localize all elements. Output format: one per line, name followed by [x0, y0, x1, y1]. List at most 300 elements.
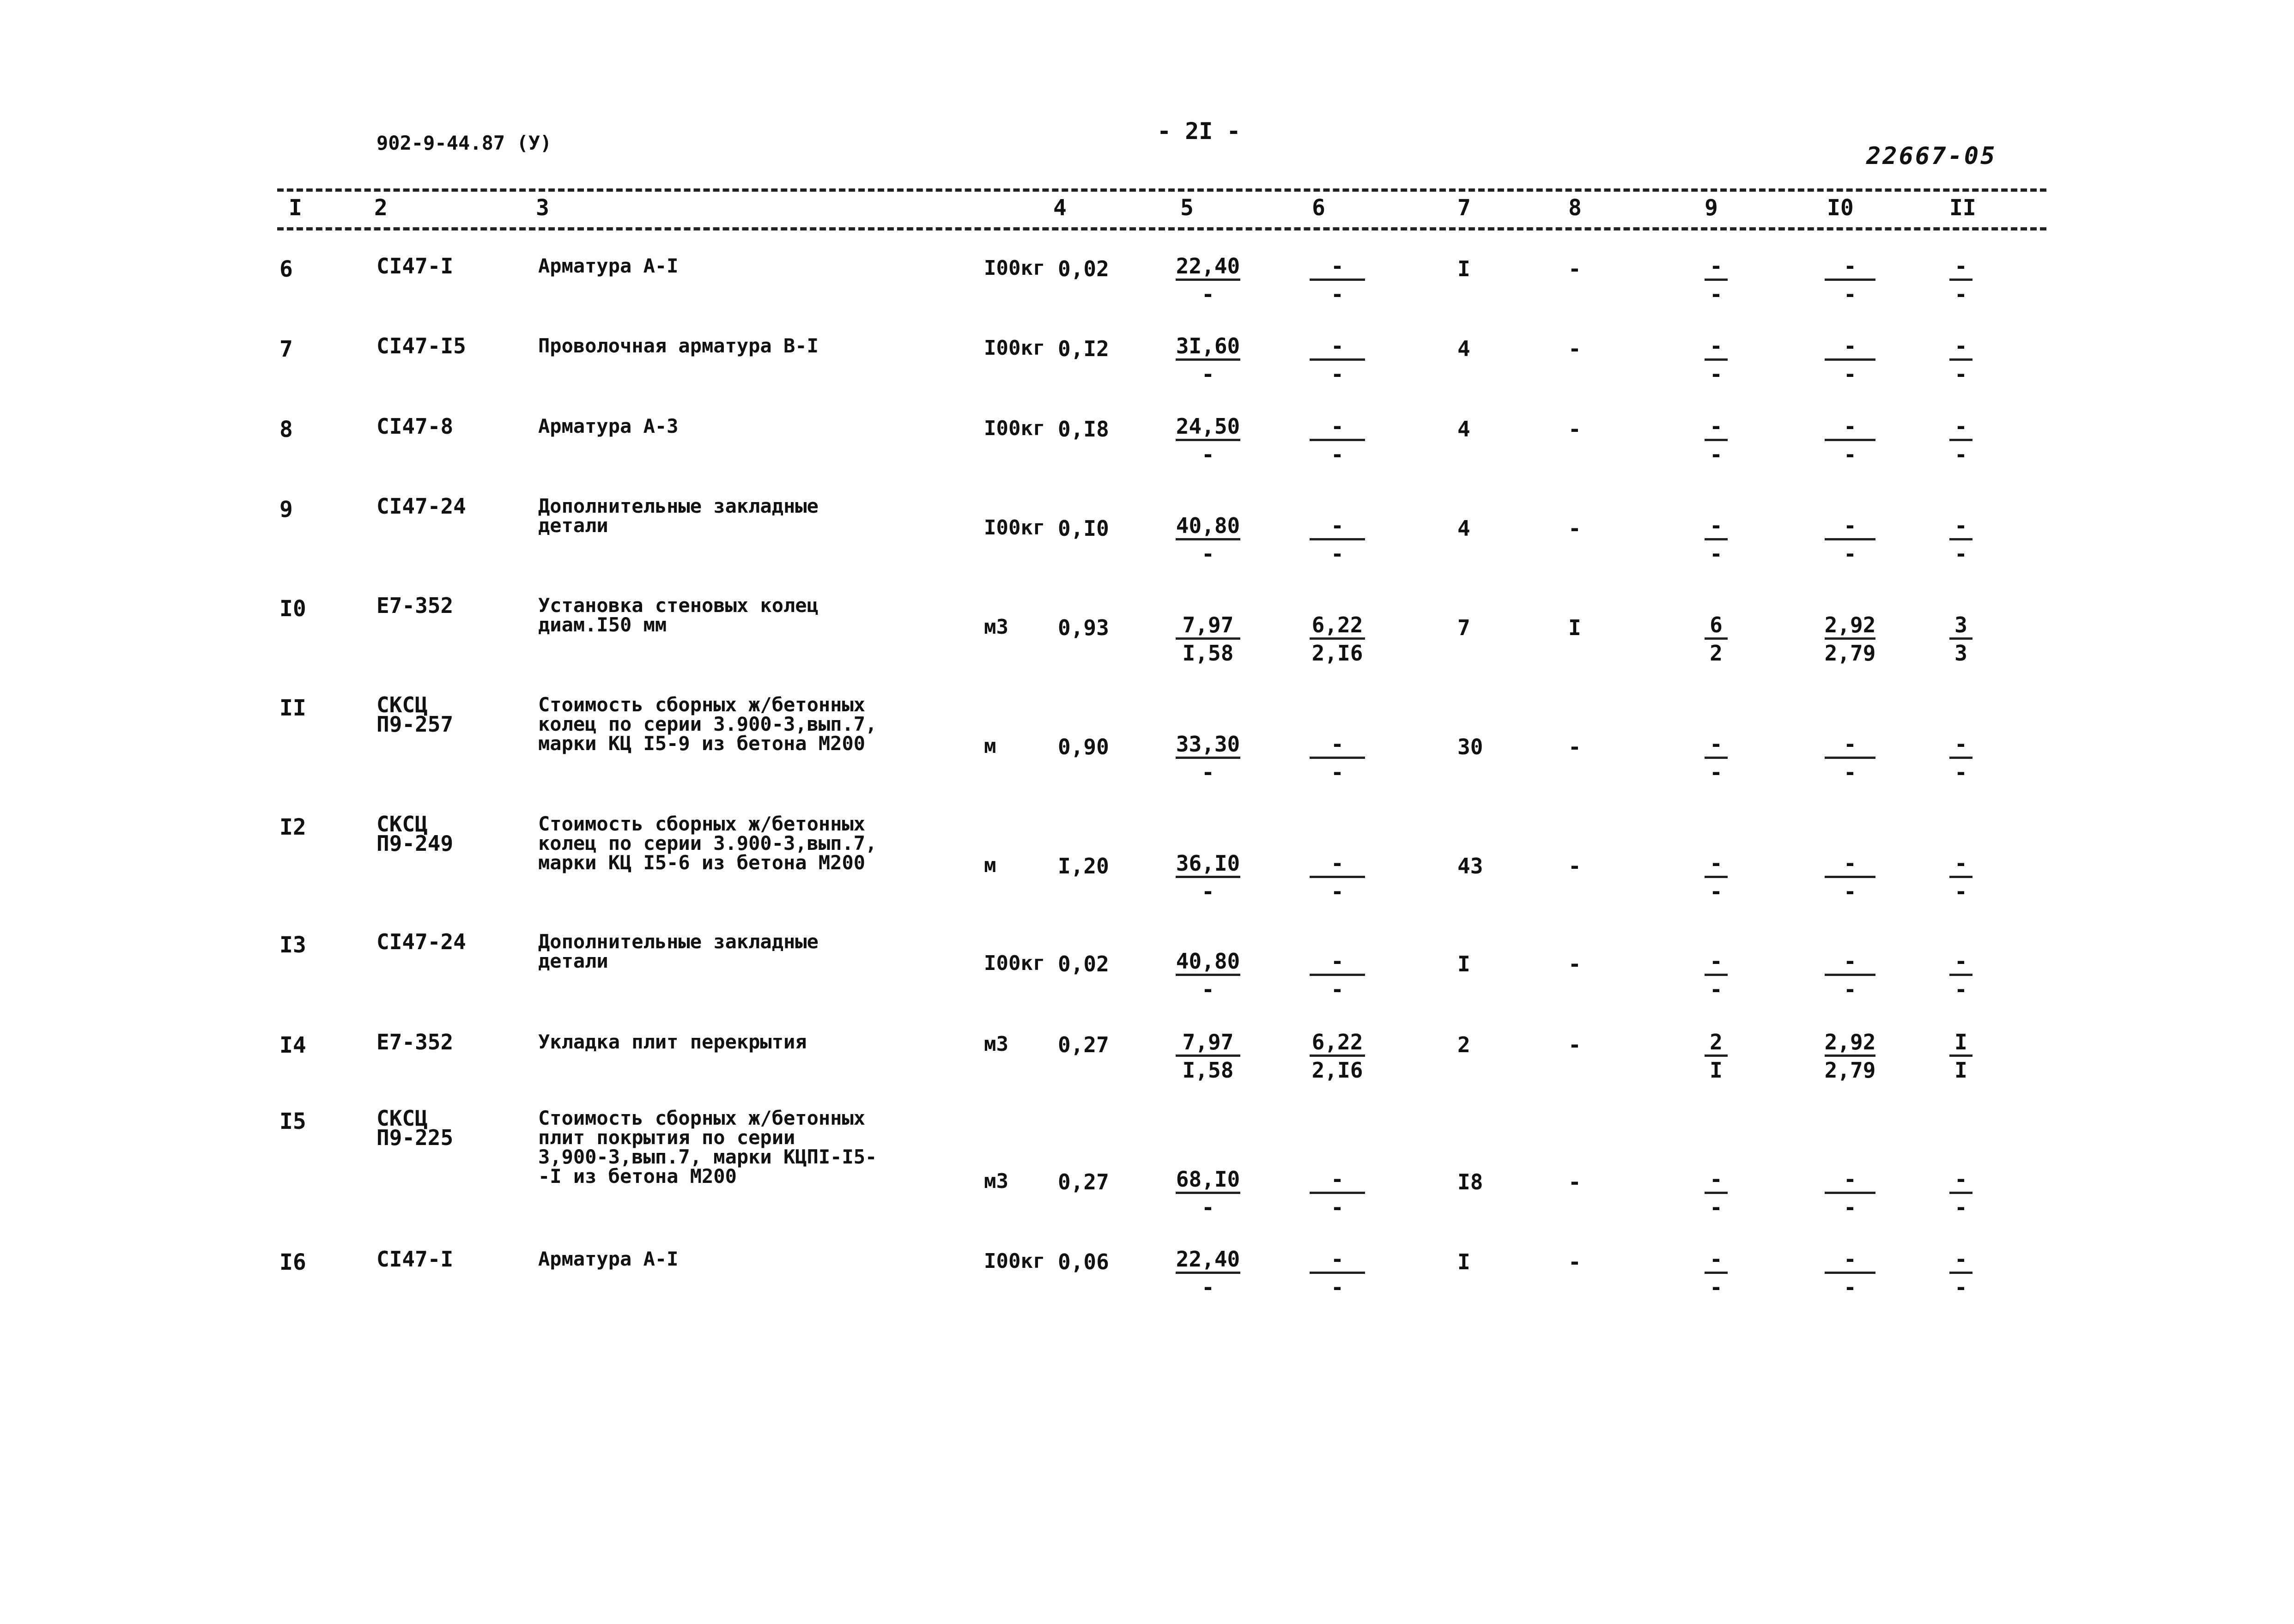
fraction-denominator: 2: [1710, 641, 1723, 666]
fraction-bar: [1176, 439, 1240, 441]
fraction-c11: [1949, 1031, 1972, 1081]
fraction-bar: [1825, 637, 1875, 640]
fraction-numerator: 7,97: [1182, 612, 1234, 637]
unit-of-measure: м3: [984, 1032, 1008, 1056]
price-code: [376, 254, 454, 279]
fraction-denominator: -: [1844, 879, 1857, 904]
fraction-bar: [1310, 1272, 1365, 1274]
unit-of-measure: I00кг: [984, 516, 1045, 539]
labor-value: I: [1457, 256, 1470, 281]
fraction-denominator: -: [1202, 760, 1214, 785]
fraction-c11: [1949, 951, 1972, 1000]
fraction-bar: [1825, 439, 1875, 441]
fraction-denominator: -: [1710, 442, 1723, 467]
fraction-numerator: -: [1844, 414, 1857, 439]
fraction-bar: [1310, 358, 1365, 361]
quantity: 0,93: [1058, 615, 1109, 640]
fraction-c10: [1825, 335, 1875, 385]
column-header-5: 5: [1180, 195, 1194, 221]
fraction-denominator: -: [1954, 282, 1967, 307]
fraction-denominator: -: [1844, 760, 1857, 785]
fraction-bar: [1949, 974, 1972, 976]
work-name-line: диам.I50 мм: [538, 613, 667, 636]
fraction-c9: [1705, 1248, 1728, 1298]
fraction-bar: [1705, 279, 1728, 281]
fraction-denominator: 2,79: [1824, 1058, 1876, 1083]
row-number: 8: [279, 417, 293, 442]
fraction-c10: [1825, 515, 1875, 564]
fraction-bar: [1310, 1054, 1365, 1057]
fraction-numerator: 36,I0: [1176, 851, 1240, 876]
row-number: 7: [279, 336, 293, 362]
fraction-numerator: 6,22: [1311, 1030, 1363, 1054]
machine-value: -: [1568, 951, 1581, 976]
fraction-numerator: -: [1844, 851, 1857, 876]
unit-of-measure: I00кг: [984, 951, 1045, 975]
fraction-denominator: -: [1844, 442, 1857, 467]
fraction-bar: [1176, 538, 1240, 540]
fraction-numerator: 22,40: [1176, 1247, 1240, 1272]
page-number: - 2I -: [1157, 118, 1241, 145]
row-number: I0: [279, 596, 306, 622]
fraction-numerator: 6: [1710, 612, 1723, 637]
fraction-denominator: -: [1844, 1275, 1857, 1300]
fraction-numerator: -: [1710, 949, 1723, 974]
quantity: 0,27: [1058, 1170, 1109, 1194]
fraction-bar: [1705, 974, 1728, 976]
column-header-2: 2: [374, 195, 388, 221]
fraction-numerator: -: [1710, 333, 1723, 358]
fraction-denominator: -: [1844, 1195, 1857, 1220]
fraction-c6: [1310, 1248, 1365, 1298]
fraction-denominator: -: [1954, 977, 1967, 1002]
fraction-numerator: -: [1954, 333, 1967, 358]
fraction-bar: [1705, 1272, 1728, 1274]
fraction-denominator: -: [1710, 760, 1723, 785]
column-header-6: 6: [1312, 195, 1325, 221]
fraction-numerator: -: [1331, 732, 1344, 757]
fraction-c11: [1949, 853, 1972, 902]
machine-value: -: [1568, 336, 1581, 361]
fraction-denominator: -: [1710, 1195, 1723, 1220]
fraction-bar: [1176, 358, 1240, 361]
fraction-numerator: -: [1844, 513, 1857, 538]
fraction-bar: [1705, 1192, 1728, 1194]
fraction-denominator: -: [1844, 362, 1857, 387]
quantity: 0,90: [1058, 734, 1109, 759]
work-name-line: марки КЦ I5-6 из бетона М200: [538, 851, 866, 874]
machine-value: -: [1568, 854, 1581, 879]
fraction-denominator: -: [1710, 282, 1723, 307]
fraction-c9: [1705, 416, 1728, 465]
fraction-c10: [1825, 1248, 1875, 1298]
fraction-bar: [1825, 1054, 1875, 1057]
fraction-bar: [1310, 538, 1365, 540]
fraction-bar: [1949, 1192, 1972, 1194]
price-code-line: СКСЦ: [376, 1106, 428, 1131]
fraction-bar: [1176, 876, 1240, 878]
row-number: 9: [279, 497, 293, 522]
row-number: I3: [279, 932, 306, 958]
fraction-bar: [1949, 279, 1972, 281]
fraction-c6: [1310, 614, 1365, 664]
column-header-1: I: [289, 195, 302, 221]
work-name: [538, 336, 819, 356]
quantity: I,20: [1058, 854, 1109, 879]
fraction-c6: [1310, 416, 1365, 465]
fraction-numerator: -: [1331, 851, 1344, 876]
fraction-numerator: -: [1710, 254, 1723, 279]
fraction-denominator: -: [1710, 362, 1723, 387]
fraction-numerator: -: [1954, 1167, 1967, 1192]
fraction-numerator: -: [1954, 949, 1967, 974]
fraction-numerator: -: [1710, 1167, 1723, 1192]
fraction-c11: [1949, 733, 1972, 783]
fraction-numerator: -: [1710, 1247, 1723, 1272]
fraction-numerator: I: [1954, 1030, 1967, 1054]
fraction-c9: [1705, 733, 1728, 783]
fraction-numerator: 33,30: [1176, 732, 1240, 757]
work-name-line: Стоимость сборных ж/бетонных: [538, 1107, 866, 1129]
quantity: 0,02: [1058, 951, 1109, 976]
fraction-numerator: -: [1844, 333, 1857, 358]
quantity: 0,06: [1058, 1249, 1109, 1274]
fraction-denominator: -: [1954, 442, 1967, 467]
row-number: II: [279, 695, 306, 721]
fraction-bar: [1705, 439, 1728, 441]
quantity: 0,I8: [1058, 417, 1109, 442]
fraction-c11: [1949, 255, 1972, 305]
fraction-bar: [1949, 637, 1972, 640]
column-header-8: 8: [1568, 195, 1582, 221]
fraction-bar: [1825, 279, 1875, 281]
fraction-denominator: -: [1954, 760, 1967, 785]
fraction-denominator: -: [1844, 541, 1857, 566]
work-name: [538, 596, 819, 635]
table-header-rule: [277, 227, 2046, 230]
unit-of-measure: I00кг: [984, 256, 1045, 280]
fraction-denominator: -: [1331, 760, 1344, 785]
fraction-denominator: I,58: [1182, 641, 1234, 666]
fraction-c5: [1176, 733, 1240, 783]
price-code-line: CI47-I: [376, 1247, 454, 1272]
labor-value: 4: [1457, 516, 1470, 541]
fraction-bar: [1705, 538, 1728, 540]
price-code-line: CI47-24: [376, 494, 466, 519]
fraction-c6: [1310, 853, 1365, 902]
fraction-bar: [1949, 876, 1972, 878]
fraction-c9: [1705, 1031, 1728, 1081]
unit-of-measure: I00кг: [984, 336, 1045, 360]
fraction-bar: [1310, 1192, 1365, 1194]
fraction-numerator: -: [1331, 949, 1344, 974]
work-name-line: Установка стеновых колец: [538, 594, 819, 617]
work-name: [538, 497, 819, 535]
fraction-denominator: -: [1331, 442, 1344, 467]
fraction-denominator: -: [1202, 442, 1214, 467]
fraction-c10: [1825, 614, 1875, 664]
fraction-c5: [1176, 1031, 1240, 1081]
fraction-numerator: -: [1844, 254, 1857, 279]
fraction-bar: [1949, 757, 1972, 759]
machine-value: -: [1568, 256, 1581, 281]
fraction-bar: [1705, 876, 1728, 878]
row-number: 6: [279, 256, 293, 282]
fraction-bar: [1310, 876, 1365, 878]
price-code: [376, 692, 454, 737]
fraction-c6: [1310, 1031, 1365, 1081]
fraction-denominator: -: [1202, 879, 1214, 904]
fraction-bar: [1310, 974, 1365, 976]
fraction-c9: [1705, 614, 1728, 664]
labor-value: 43: [1457, 854, 1483, 879]
labor-value: 4: [1457, 417, 1470, 442]
work-name: [538, 932, 819, 971]
price-code-line: П9-225: [376, 1125, 454, 1150]
fraction-numerator: 40,80: [1176, 513, 1240, 538]
fraction-c6: [1310, 733, 1365, 783]
quantity: 0,I0: [1058, 516, 1109, 541]
fraction-denominator: I: [1954, 1058, 1967, 1083]
fraction-bar: [1176, 279, 1240, 281]
labor-value: I: [1457, 1249, 1470, 1274]
fraction-c9: [1705, 951, 1728, 1000]
fraction-c6: [1310, 515, 1365, 564]
fraction-bar: [1310, 757, 1365, 759]
fraction-numerator: -: [1710, 513, 1723, 538]
fraction-numerator: 6,22: [1311, 612, 1363, 637]
fraction-denominator: -: [1331, 1275, 1344, 1300]
price-code-line: CI47-24: [376, 929, 466, 954]
price-code-line: СКСЦ: [376, 692, 428, 717]
labor-value: I: [1457, 951, 1470, 976]
price-code: [376, 1032, 453, 1052]
unit-of-measure: I00кг: [984, 1249, 1045, 1273]
price-code-line: СКСЦ: [376, 812, 428, 836]
fraction-denominator: -: [1954, 879, 1967, 904]
unit-of-measure: I00кг: [984, 417, 1045, 440]
fraction-denominator: -: [1954, 1275, 1967, 1300]
price-code: [376, 494, 466, 519]
work-name-line: Дополнительные закладные: [538, 930, 819, 953]
work-name: [538, 417, 678, 436]
price-code-line: П9-249: [376, 831, 454, 856]
fraction-denominator: -: [1331, 977, 1344, 1002]
work-name-line: детали: [538, 514, 608, 537]
fraction-c10: [1825, 255, 1875, 305]
work-name-line: Арматура А-3: [538, 415, 679, 437]
fraction-c5: [1176, 951, 1240, 1000]
row-number: I4: [279, 1032, 306, 1058]
price-code-line: CI47-I: [376, 254, 454, 279]
fraction-numerator: -: [1710, 732, 1723, 757]
fraction-bar: [1825, 1192, 1875, 1194]
fraction-numerator: -: [1710, 851, 1723, 876]
fraction-numerator: -: [1331, 414, 1344, 439]
fraction-denominator: -: [1331, 1195, 1344, 1220]
fraction-numerator: -: [1844, 949, 1857, 974]
price-code-line: E7-352: [376, 1030, 454, 1054]
fraction-denominator: -: [1710, 1275, 1723, 1300]
machine-value: I: [1568, 615, 1581, 640]
fraction-c10: [1825, 416, 1875, 465]
fraction-denominator: -: [1710, 541, 1723, 566]
unit-of-measure: м: [984, 854, 996, 877]
fraction-denominator: -: [1331, 541, 1344, 566]
fraction-numerator: -: [1710, 414, 1723, 439]
fraction-c9: [1705, 255, 1728, 305]
unit-of-measure: м3: [984, 615, 1008, 639]
fraction-numerator: 7,97: [1182, 1030, 1234, 1054]
price-code-line: CI47-I5: [376, 333, 466, 358]
fraction-c6: [1310, 335, 1365, 385]
fraction-numerator: -: [1331, 254, 1344, 279]
fraction-c5: [1176, 1169, 1240, 1218]
work-name-line: плит покрытия по серии: [538, 1126, 795, 1149]
fraction-denominator: -: [1331, 362, 1344, 387]
fraction-denominator: -: [1954, 1195, 1967, 1220]
work-name-line: Арматура А-I: [538, 255, 679, 277]
fraction-c11: [1949, 335, 1972, 385]
row-number: I2: [279, 814, 306, 840]
fraction-numerator: 3I,60: [1176, 333, 1240, 358]
fraction-denominator: -: [1954, 362, 1967, 387]
work-name-line: марки КЦ I5-9 из бетона М200: [538, 732, 866, 755]
column-header-7: 7: [1457, 195, 1471, 221]
price-code: [376, 929, 466, 954]
machine-value: -: [1568, 417, 1581, 442]
fraction-bar: [1825, 358, 1875, 361]
fraction-denominator: -: [1954, 541, 1967, 566]
fraction-denominator: -: [1202, 1195, 1214, 1220]
fraction-bar: [1176, 637, 1240, 640]
fraction-c10: [1825, 1169, 1875, 1218]
fraction-c11: [1949, 515, 1972, 564]
fraction-c11: [1949, 1169, 1972, 1218]
fraction-c9: [1705, 335, 1728, 385]
fraction-denominator: -: [1710, 977, 1723, 1002]
fraction-denominator: I: [1710, 1058, 1723, 1083]
fraction-numerator: 2: [1710, 1030, 1723, 1054]
work-name-line: Арматура А-I: [538, 1248, 679, 1270]
column-header-4: 4: [1053, 195, 1067, 221]
fraction-c9: [1705, 515, 1728, 564]
work-name-line: Стоимость сборных ж/бетонных: [538, 693, 866, 716]
price-code: [376, 593, 454, 618]
fraction-numerator: -: [1954, 414, 1967, 439]
fraction-bar: [1825, 538, 1875, 540]
work-name-line: колец по серии 3.900-3,вып.7,: [538, 713, 877, 735]
fraction-c10: [1825, 733, 1875, 783]
fraction-bar: [1705, 358, 1728, 361]
fraction-bar: [1949, 1272, 1972, 1274]
fraction-numerator: 22,40: [1176, 254, 1240, 279]
quantity: 0,27: [1058, 1032, 1109, 1057]
fraction-c11: [1949, 416, 1972, 465]
price-code-line: E7-352: [376, 593, 454, 618]
fraction-bar: [1949, 439, 1972, 441]
fraction-numerator: 40,80: [1176, 949, 1240, 974]
fraction-denominator: -: [1202, 362, 1214, 387]
work-name-line: Укладка плит перекрытия: [538, 1030, 807, 1053]
fraction-bar: [1825, 1272, 1875, 1274]
work-name-line: Дополнительные закладные: [538, 495, 819, 517]
labor-value: 7: [1457, 615, 1470, 640]
fraction-c11: [1949, 614, 1972, 664]
fraction-numerator: -: [1331, 1167, 1344, 1192]
fraction-numerator: 68,I0: [1176, 1167, 1240, 1192]
fraction-bar: [1825, 974, 1875, 976]
price-code: [376, 812, 454, 856]
fraction-numerator: 2,92: [1824, 1030, 1876, 1054]
fraction-denominator: 3: [1954, 641, 1967, 666]
fraction-denominator: -: [1202, 541, 1214, 566]
fraction-denominator: 2,I6: [1311, 1058, 1363, 1083]
fraction-numerator: -: [1331, 1247, 1344, 1272]
labor-value: 4: [1457, 336, 1470, 361]
work-name-line: Проволочная арматура B-I: [538, 334, 819, 357]
fraction-numerator: 2,92: [1824, 612, 1876, 637]
fraction-bar: [1176, 1272, 1240, 1274]
fraction-bar: [1705, 757, 1728, 759]
fraction-denominator: -: [1202, 977, 1214, 1002]
fraction-denominator: -: [1202, 1275, 1214, 1300]
fraction-denominator: -: [1710, 879, 1723, 904]
fraction-bar: [1310, 637, 1365, 640]
price-code-line: CI47-8: [376, 414, 454, 439]
fraction-bar: [1949, 358, 1972, 361]
fraction-numerator: -: [1331, 333, 1344, 358]
work-name-line: колец по серии 3.900-3,вып.7,: [538, 832, 877, 854]
work-name: [538, 695, 877, 753]
column-header-3: 3: [536, 195, 549, 221]
fraction-bar: [1176, 757, 1240, 759]
fraction-numerator: -: [1954, 1247, 1967, 1272]
fraction-numerator: -: [1954, 513, 1967, 538]
work-name: [538, 256, 678, 276]
machine-value: -: [1568, 516, 1581, 541]
work-name: [538, 1032, 807, 1052]
fraction-c5: [1176, 335, 1240, 385]
price-code-line: П9-257: [376, 712, 454, 737]
fraction-c5: [1176, 515, 1240, 564]
fraction-denominator: 2,79: [1824, 641, 1876, 666]
fraction-numerator: 3: [1954, 612, 1967, 637]
fraction-c6: [1310, 255, 1365, 305]
row-number: I6: [279, 1249, 306, 1275]
table-top-rule: [277, 188, 2046, 192]
fraction-numerator: -: [1954, 851, 1967, 876]
fraction-c5: [1176, 416, 1240, 465]
fraction-bar: [1310, 279, 1365, 281]
fraction-denominator: -: [1844, 977, 1857, 1002]
fraction-c5: [1176, 255, 1240, 305]
fraction-c6: [1310, 951, 1365, 1000]
work-name-line: -I из бетона М200: [538, 1165, 737, 1188]
fraction-numerator: 24,50: [1176, 414, 1240, 439]
work-name: [538, 1249, 678, 1269]
fraction-c9: [1705, 1169, 1728, 1218]
fraction-bar: [1825, 757, 1875, 759]
fraction-denominator: -: [1844, 282, 1857, 307]
fraction-numerator: -: [1954, 732, 1967, 757]
fraction-numerator: -: [1954, 254, 1967, 279]
fraction-denominator: -: [1331, 879, 1344, 904]
fraction-c10: [1825, 951, 1875, 1000]
labor-value: 30: [1457, 734, 1483, 759]
work-name-line: 3,900-3,вып.7, марки КЦПI-I5-: [538, 1145, 877, 1168]
unit-of-measure: м3: [984, 1170, 1008, 1193]
